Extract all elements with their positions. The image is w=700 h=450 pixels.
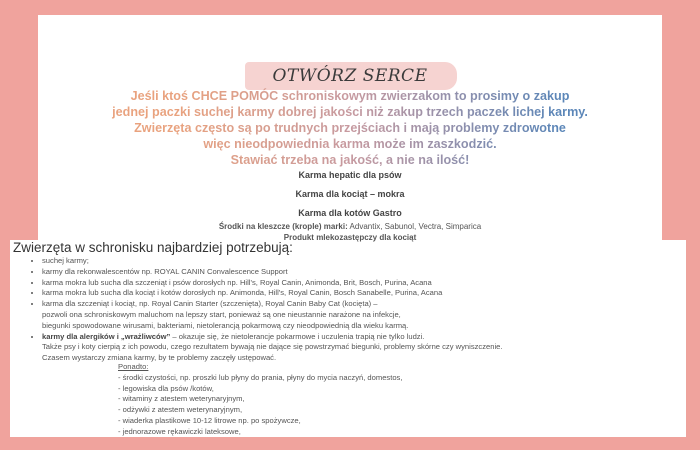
list-item: • karma mokra lub sucha dla szczeniąt i psów dorosłych np. Hill's, Royal Canin, Animonda, Brit, Bosch, Purina, Acana: [42, 278, 502, 289]
lead-line: Zwierzęta często są po trudnych przejściach i mają problemy zdrowotne: [0, 120, 700, 136]
list-item-cont: biegunki spowodowane wirusami, bakteriami, nietolerancją pokarmową czy nieodpowiednią dla wieku karmą.: [42, 320, 409, 330]
milk-product: Produkt mlekozastępczy dla kociąt: [283, 233, 417, 242]
additional-item: - środki czystości, np. proszki lub płyny do prania, płyny do mycia naczyń, domestos,: [118, 372, 403, 382]
lead-line: Stawiać trzeba na jakość, a nie na ilość!: [0, 152, 700, 168]
list-item: • karma mokra lub sucha dla kociąt i kotów dorosłych np. Animonda, Hill's, Royal Canin, Bosch Sanabelle, Purina, Acana: [42, 288, 502, 299]
list-item: • karmy dla rekonwalescentów np. ROYAL CANIN Convalescence Support: [42, 267, 502, 278]
allergy-text: – okazuje się, że nietolerancje pokarmowe i uczulenia trapią nie tylko ludzi.: [170, 331, 425, 341]
lead-line: więc nieodpowiednia karma może im zaszkodzić.: [0, 136, 700, 152]
list-item-text: karma dla szczeniąt i kociąt, np. Royal Canin Starter (szczenięta), Royal Canin Baby Cat (kocięta) –: [42, 299, 378, 309]
ponadto-label: Ponadto:: [118, 362, 149, 371]
additional-item: - jednorazowe rękawiczki lateksowe,: [118, 426, 241, 436]
lead-text: [0, 88, 700, 168]
lead-line: jednej paczki suchej karmy dobrej jakości niż zakup trzech paczek lichej karmy.: [0, 104, 700, 120]
additional-item: - witaminy z atestem weterynaryjnym,: [118, 394, 245, 404]
section-heading: Zwierzęta w schronisku najbardziej potrzebują:: [13, 240, 293, 255]
item: Karma dla kociąt – mokra: [295, 189, 405, 199]
additional-item: - legowiska dla psów /kotów,: [118, 383, 214, 393]
item: Karma hepatic dla psów: [298, 170, 402, 180]
list-item: • suchej karmy;: [42, 256, 502, 267]
list-item: [42, 299, 502, 331]
allergy-bold: karmy dla alergików i „wrażliwców”: [42, 331, 171, 341]
ticks-brands: Advantix, Sabunol, Vectra, Simparica: [347, 222, 482, 231]
list-item-cont: Także psy i koty cierpią z ich powodu, czego rezultatem bywają nie dające się powstrzymać biegunki, problemy skórne czy wyniszczenie.: [42, 342, 503, 352]
needs-list: [22, 256, 502, 364]
list-item-cont: pozwoli ona schroniskowym maluchom na lepszy start, ponieważ są one nieustannie narażone na infekcje,: [42, 309, 401, 319]
additional-item: - wiaderka plastikowe 10-12 litrowe np. po spożywcze,: [118, 415, 301, 425]
additional-item: - odżywki z atestem weterynaryjnym,: [118, 405, 243, 415]
list-item: [42, 332, 502, 364]
needed-items: [0, 170, 700, 227]
list-item-cont: Czasem wystarczy zmiana karmy, by te problemy zaczęły ustępować.: [42, 353, 277, 363]
lead-line: Jeśli ktoś CHCE POMÓC schroniskowym zwierzakom to prosimy o zakup: [0, 88, 700, 104]
ticks-label: Środki na kleszcze (krople) marki:: [218, 222, 348, 231]
additional-needs: [118, 362, 402, 438]
item: Karma dla kotów Gastro: [298, 208, 402, 218]
page-title: OTWÓRZ SERCE: [272, 66, 428, 86]
